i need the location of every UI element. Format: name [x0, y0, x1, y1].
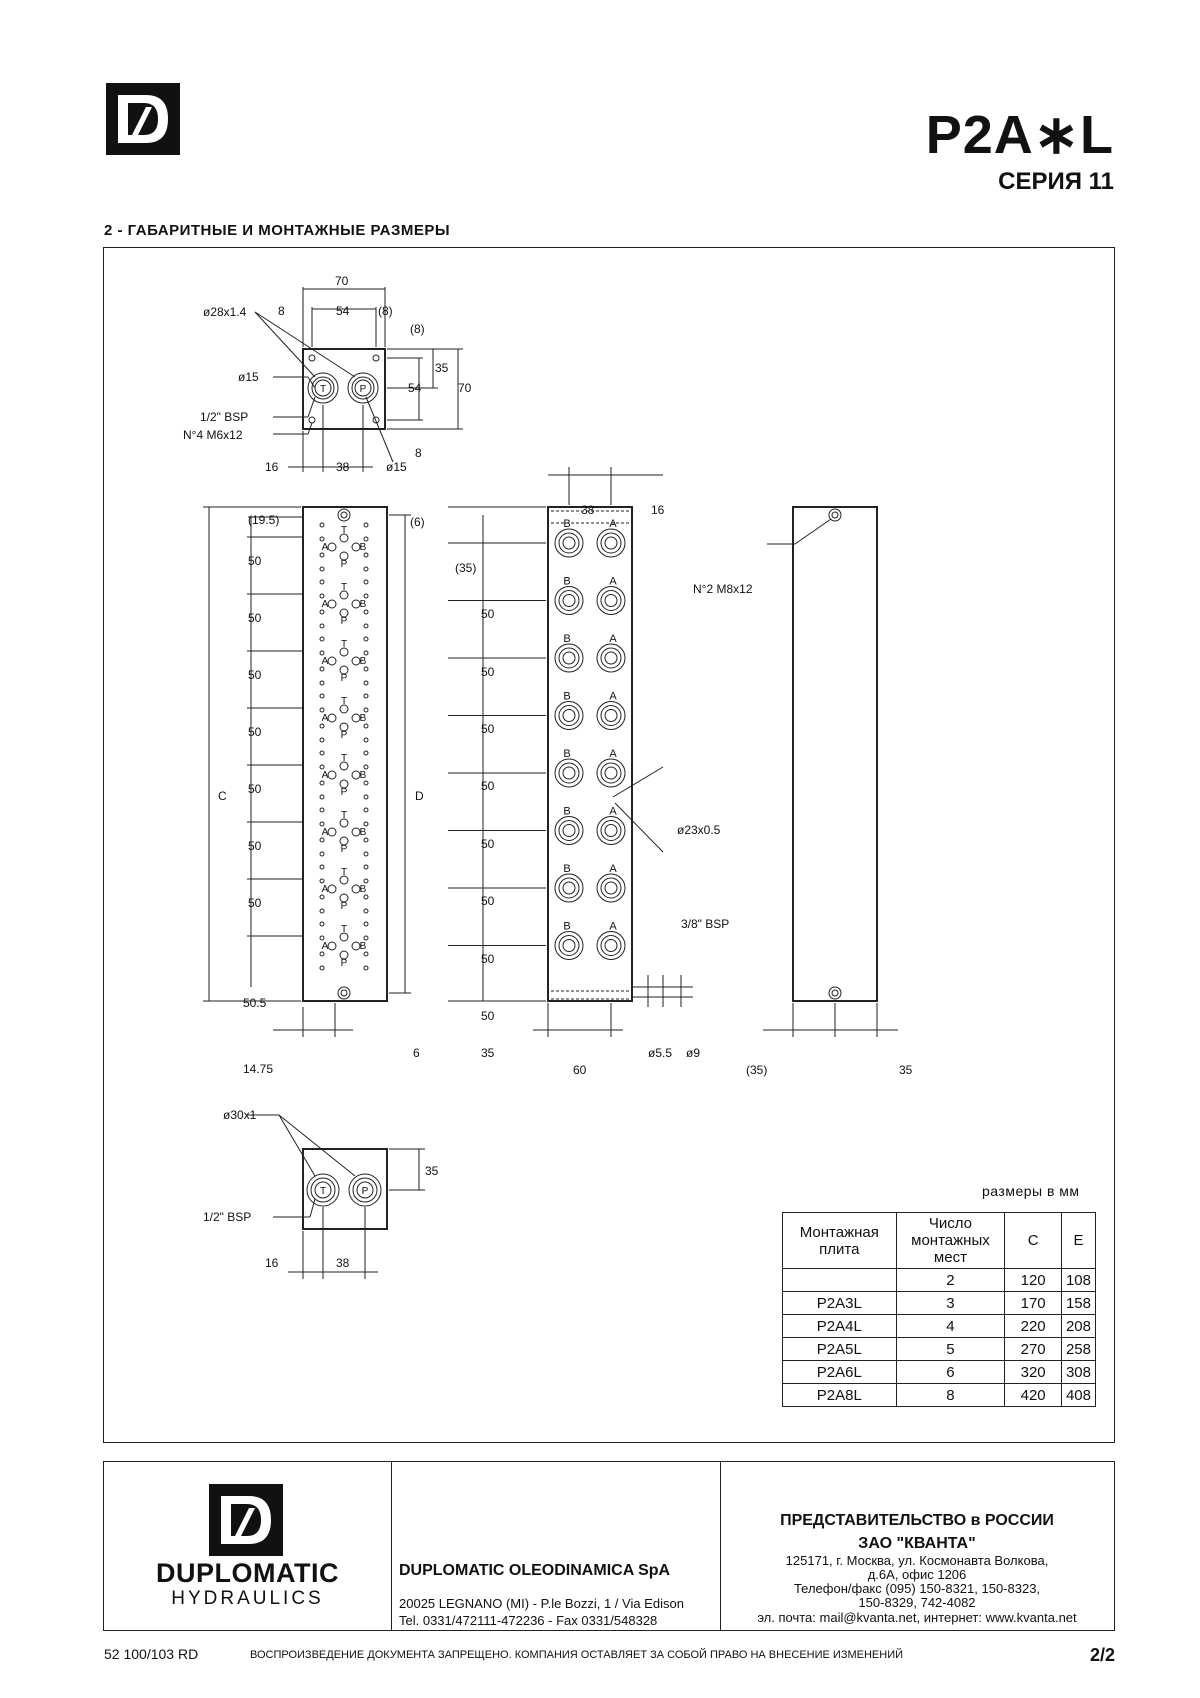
port-letter: P [340, 616, 348, 627]
front-view [203, 507, 411, 1037]
port-letter: A [321, 770, 329, 781]
bolt-hole [364, 765, 368, 769]
side-port-row [448, 691, 625, 730]
bolt-hole [320, 681, 324, 685]
front-station [247, 808, 368, 856]
port-letter: A [609, 518, 617, 530]
port-letter: P [340, 730, 348, 741]
rep-contacts: эл. почта: mail@kvanta.net, интернет: www.kvanta.net [757, 1610, 1077, 1625]
rep-address-line: 150-8329, 742-4082 [858, 1595, 976, 1610]
port-letter: A [321, 656, 329, 667]
dimensions-table [782, 1212, 1096, 1407]
dim-letter-d: D [415, 789, 424, 803]
footer [103, 1461, 1115, 1631]
table-header: E [1061, 1213, 1095, 1269]
port-letter: B [563, 748, 571, 760]
port-letter: B [359, 599, 367, 610]
port-letter: A [609, 633, 617, 645]
bolt-hole [364, 694, 368, 698]
dim-letter-c: C [218, 789, 227, 803]
rep-title: ПРЕДСТАВИТЕЛЬСТВО в РОССИИ [780, 1512, 1054, 1529]
dim-label: 35 [481, 1046, 495, 1060]
port-bore [563, 940, 575, 952]
bolt-hole [364, 594, 368, 598]
front-station [247, 580, 368, 628]
bolt-hole [364, 523, 368, 527]
port-letter: A [609, 805, 617, 818]
table-header: Число монтажных мест [896, 1213, 1005, 1269]
port-letter: T [340, 753, 348, 764]
dim-label: 50 [248, 896, 262, 910]
back-view [763, 507, 898, 1037]
series-label: СЕРИЯ 11 [998, 168, 1114, 195]
bolt-hole [320, 895, 324, 899]
note-label: ø9 [686, 1046, 701, 1060]
dim-label: 50 [248, 725, 262, 739]
table-cell: 108 [1061, 1269, 1095, 1292]
table-cell: P2A5L [783, 1338, 897, 1361]
port-bore [563, 882, 575, 894]
port-seat [601, 936, 621, 956]
side-port-row [448, 576, 625, 615]
bolt-hole [364, 795, 368, 799]
port-seat [601, 878, 621, 898]
side-port-row [448, 921, 625, 960]
dim-label: 70 [335, 274, 349, 288]
front-station [247, 922, 368, 970]
port-letter: P [340, 844, 348, 855]
port-letter: T [340, 924, 348, 935]
table-cell: 308 [1061, 1361, 1095, 1384]
port-seat [559, 936, 579, 956]
note-label: ø23x0.5 [677, 823, 721, 837]
port-letter: P [340, 901, 348, 912]
table-row [783, 1384, 1096, 1407]
bolt-hole [364, 553, 368, 557]
port-hole [328, 942, 336, 950]
table-cell: 120 [1005, 1269, 1062, 1292]
port-letter: P [340, 673, 348, 684]
bolt-hole [320, 651, 324, 655]
table-cell: 4 [896, 1315, 1005, 1338]
bolt-hole [364, 936, 368, 940]
front-station [247, 694, 368, 742]
bolt-hole [320, 865, 324, 869]
port-bore [605, 537, 617, 549]
side-view-port-grid [448, 518, 625, 960]
table-cell: 170 [1005, 1292, 1062, 1315]
top-port-p: P [359, 384, 367, 395]
bolt-hole [364, 724, 368, 728]
port-bore [563, 652, 575, 664]
table-row [783, 1269, 1096, 1292]
port-bore [563, 537, 575, 549]
units-note: размеры в мм [982, 1183, 1080, 1199]
dim-label: (35) [746, 1063, 768, 1077]
note-label: ø15 [238, 370, 259, 384]
port-bore [563, 595, 575, 607]
table-cell: 408 [1061, 1384, 1095, 1407]
port-hole [328, 543, 336, 551]
dim-label: 50 [481, 837, 495, 851]
port-letter: T [340, 696, 348, 707]
port-bore [563, 825, 575, 837]
port-bore [605, 940, 617, 952]
port-seat [601, 706, 621, 726]
port-hole [328, 885, 336, 893]
bolt-hole [364, 808, 368, 812]
bolt-hole [364, 966, 368, 970]
port-hole [328, 600, 336, 608]
bolt-hole [364, 681, 368, 685]
bolt-hole [364, 751, 368, 755]
dim-label: 6 [413, 1046, 420, 1060]
rep-address-line: Телефон/факс (095) 150-8321, 150-8323, [793, 1581, 1041, 1596]
table-row [783, 1338, 1096, 1361]
bolt-hole [364, 838, 368, 842]
dim-label: 50.5 [243, 996, 267, 1010]
bolt-hole [320, 567, 324, 571]
port-letter: A [321, 941, 329, 952]
bolt-hole [320, 637, 324, 641]
brand-subtitle: HYDRAULICS [171, 1588, 324, 1609]
dim-label: (8) [410, 322, 425, 336]
port-letter: P [340, 559, 348, 570]
top-port-t: T [319, 384, 327, 395]
table-cell: P2A8L [783, 1384, 897, 1407]
port-hole [328, 771, 336, 779]
port-bore [563, 710, 575, 722]
dim-label: 38 [336, 1256, 350, 1270]
dim-label: 70 [458, 381, 472, 395]
table-row [783, 1361, 1096, 1384]
dim-label: 35 [435, 361, 449, 375]
section-heading: 2 - ГАБАРИТНЫЕ И МОНТАЖНЫЕ РАЗМЕРЫ [104, 222, 451, 239]
port-letter: B [563, 575, 571, 588]
port-letter: A [321, 884, 329, 895]
dim-label: 14.75 [243, 1062, 274, 1076]
note-label: ø30x1 [223, 1108, 257, 1122]
document-number: 52 100/103 RD [104, 1646, 199, 1662]
port-letter: T [340, 810, 348, 821]
port-bore [563, 767, 575, 779]
bolt-hole [320, 781, 324, 785]
table-cell: 208 [1061, 1315, 1095, 1338]
bolt-hole [320, 667, 324, 671]
dim-label: 50 [481, 1009, 495, 1023]
port-seat [601, 763, 621, 783]
bolt-hole [320, 523, 324, 527]
port-bore [605, 595, 617, 607]
port-seat [601, 533, 621, 553]
table-header: Монтажная плита [783, 1213, 897, 1269]
port-bore [605, 652, 617, 664]
table-cell: 420 [1005, 1384, 1062, 1407]
dim-label: (35) [455, 561, 477, 575]
dim-label: 16 [265, 1256, 279, 1270]
port-letter: T [340, 582, 348, 593]
port-seat [559, 648, 579, 668]
brand-name: DUPLOMATIC [156, 1558, 339, 1588]
port-letter: B [563, 633, 571, 645]
port-letter: B [563, 518, 571, 530]
bolt-hole [320, 537, 324, 541]
bolt-hole [320, 708, 324, 712]
duplomatic-logo [106, 83, 180, 155]
dim-label: 35 [425, 1164, 439, 1178]
table-cell: 8 [896, 1384, 1005, 1407]
note-label: N°4 M6x12 [183, 428, 243, 442]
port-bore [605, 882, 617, 894]
port-letter: B [359, 770, 367, 781]
rep-company: ЗАО "КВАНТА" [858, 1535, 976, 1552]
bolt-hole [320, 822, 324, 826]
bolt-hole [364, 865, 368, 869]
bolt-hole [320, 724, 324, 728]
port-letter: A [609, 748, 617, 760]
dim-label: 50 [481, 722, 495, 736]
port-hole [328, 657, 336, 665]
dim-label: 60 [573, 1063, 587, 1077]
table-cell: 158 [1061, 1292, 1095, 1315]
dim-label: 16 [651, 503, 665, 517]
dim-label: 50 [481, 952, 495, 966]
bolt-hole [320, 624, 324, 628]
bolt-hole [320, 580, 324, 584]
bolt-hole [364, 952, 368, 956]
bolt-hole [320, 765, 324, 769]
dim-label: 50 [481, 607, 495, 621]
table-cell: P2A6L [783, 1361, 897, 1384]
bolt-hole [320, 936, 324, 940]
bolt-hole [364, 580, 368, 584]
dim-label: 54 [408, 381, 422, 395]
legal-notice: ВОСПРОИЗВЕДЕНИЕ ДОКУМЕНТА ЗАПРЕЩЕНО. КОМПАНИЯ ОСТАВЛЯЕТ ЗА СОБОЙ ПРАВО НА ВНЕСЕНИЕ ИЗМЕНЕНИЙ [250, 1649, 904, 1661]
port-letter: A [321, 599, 329, 610]
bolt-hole [320, 838, 324, 842]
footer-brand [104, 1462, 392, 1630]
port-seat [559, 821, 579, 841]
front-station [247, 637, 368, 685]
port-letter: B [359, 827, 367, 838]
port-hole [328, 714, 336, 722]
table-cell: P2A3L [783, 1292, 897, 1315]
port-letter: A [609, 920, 617, 933]
note-label: ø5.5 [648, 1046, 673, 1060]
port-letter: B [359, 941, 367, 952]
bottom-view [246, 1115, 425, 1279]
bolt-hole [364, 567, 368, 571]
front-station [247, 865, 368, 913]
footer-company [391, 1462, 721, 1630]
bolt-hole [364, 822, 368, 826]
bolt-hole [364, 637, 368, 641]
port-letter: B [563, 920, 571, 933]
table-row [783, 1315, 1096, 1338]
port-letter: A [321, 713, 329, 724]
bolt-hole [364, 667, 368, 671]
note-label: 1/2" BSP [203, 1210, 252, 1224]
dim-label: 50 [481, 665, 495, 679]
bolt-hole [364, 738, 368, 742]
port-bore [605, 710, 617, 722]
side-port-row [448, 863, 625, 902]
company-name: DUPLOMATIC OLEODINAMICA SpA [399, 1562, 671, 1579]
rep-address-line: д.6А, офис 1206 [867, 1567, 967, 1582]
side-port-row [448, 748, 625, 787]
table-cell: 3 [896, 1292, 1005, 1315]
side-port-row [448, 806, 625, 845]
port-letter: B [563, 863, 571, 875]
dim-label: (8) [378, 304, 393, 318]
dim-label: 8 [415, 446, 422, 460]
port-seat [601, 648, 621, 668]
bolt-hole [320, 795, 324, 799]
bolt-hole [320, 952, 324, 956]
page-number: 2/2 [1089, 1645, 1115, 1665]
table-cell: 320 [1005, 1361, 1062, 1384]
dim-label: 50 [248, 782, 262, 796]
bolt-hole [320, 922, 324, 926]
port-letter: A [609, 575, 617, 588]
bolt-hole [320, 852, 324, 856]
table-row [783, 1292, 1096, 1315]
port-letter: A [609, 690, 617, 703]
port-letter: B [359, 656, 367, 667]
front-station [247, 751, 368, 799]
dim-label: 38 [581, 503, 595, 517]
dim-label: (6) [410, 515, 425, 529]
bottom-port-t: T [319, 1186, 327, 1197]
bolt-hole [364, 610, 368, 614]
bolt-hole [364, 651, 368, 655]
port-letter: B [359, 713, 367, 724]
port-letter: A [321, 827, 329, 838]
front-station [247, 523, 368, 571]
front-view-station-grid [247, 523, 368, 970]
port-letter: B [563, 805, 571, 818]
dim-label: 50 [481, 779, 495, 793]
dim-label: 50 [248, 668, 262, 682]
bolt-hole [364, 922, 368, 926]
dim-label: 50 [248, 611, 262, 625]
dim-label: 54 [336, 304, 350, 318]
port-seat [601, 821, 621, 841]
bottom-port-p: P [361, 1186, 369, 1197]
port-letter: T [340, 867, 348, 878]
bolt-hole [320, 694, 324, 698]
note-label: 3/8" BSP [681, 917, 730, 931]
port-seat [559, 591, 579, 611]
port-bore [605, 767, 617, 779]
port-letter: B [563, 690, 571, 703]
bolt-hole [364, 909, 368, 913]
table-cell: P2A4L [783, 1315, 897, 1338]
port-letter: P [340, 958, 348, 969]
note-label: ø28x1.4 [203, 305, 247, 319]
table-cell: 2 [896, 1269, 1005, 1292]
top-view [255, 287, 463, 472]
bolt-hole [320, 879, 324, 883]
dim-label: 50 [481, 894, 495, 908]
bolt-hole [320, 808, 324, 812]
dim-label: 16 [265, 460, 279, 474]
side-port-row [448, 633, 625, 672]
port-seat [601, 591, 621, 611]
bolt-hole [364, 852, 368, 856]
note-label: ø15 [386, 460, 407, 474]
port-seat [559, 763, 579, 783]
port-letter: A [321, 542, 329, 553]
bolt-hole [320, 594, 324, 598]
table-cell: 5 [896, 1338, 1005, 1361]
footer-representative [720, 1462, 1114, 1630]
port-letter: B [359, 542, 367, 553]
table-cell: 258 [1061, 1338, 1095, 1361]
port-seat [559, 706, 579, 726]
port-letter: T [340, 525, 348, 536]
bolt-hole [320, 751, 324, 755]
dim-label: 50 [248, 839, 262, 853]
table-header: C [1005, 1213, 1062, 1269]
duplomatic-logo [209, 1484, 283, 1556]
dim-label: 50 [248, 554, 262, 568]
bolt-hole [320, 738, 324, 742]
bolt-hole [364, 781, 368, 785]
dim-label: 8 [278, 304, 285, 318]
bolt-hole [320, 610, 324, 614]
port-seat [559, 533, 579, 553]
bolt-hole [320, 966, 324, 970]
port-letter: P [340, 787, 348, 798]
port-letter: A [609, 863, 617, 875]
bolt-hole [364, 537, 368, 541]
company-address: 20025 LEGNANO (MI) - P.le Bozzi, 1 / Via Edison [399, 1596, 684, 1611]
rep-address [720, 1554, 1114, 1610]
dim-label: 38 [336, 460, 350, 474]
bolt-hole [320, 909, 324, 913]
rep-address-line: 125171, г. Москва, ул. Космонавта Волкова, [785, 1553, 1049, 1568]
side-port-row [448, 518, 625, 557]
port-hole [328, 828, 336, 836]
port-letter: T [340, 639, 348, 650]
company-phone: Tel. 0331/472111-472236 - Fax 0331/548328 [399, 1613, 658, 1628]
bolt-hole [364, 624, 368, 628]
port-letter: B [359, 884, 367, 895]
bolt-hole [320, 553, 324, 557]
port-seat [559, 878, 579, 898]
table-cell: 6 [896, 1361, 1005, 1384]
bolt-hole [364, 879, 368, 883]
dim-label: 35 [899, 1063, 913, 1077]
dim-label: (19.5) [248, 513, 280, 527]
port-bore [605, 825, 617, 837]
bolt-hole [364, 708, 368, 712]
table-cell [783, 1269, 897, 1292]
note-label: 1/2" BSP [200, 410, 249, 424]
bolt-hole [364, 895, 368, 899]
product-title: P2A∗L [925, 105, 1114, 165]
table-cell: 220 [1005, 1315, 1062, 1338]
note-label: N°2 M8x12 [693, 582, 753, 596]
table-cell: 270 [1005, 1338, 1062, 1361]
